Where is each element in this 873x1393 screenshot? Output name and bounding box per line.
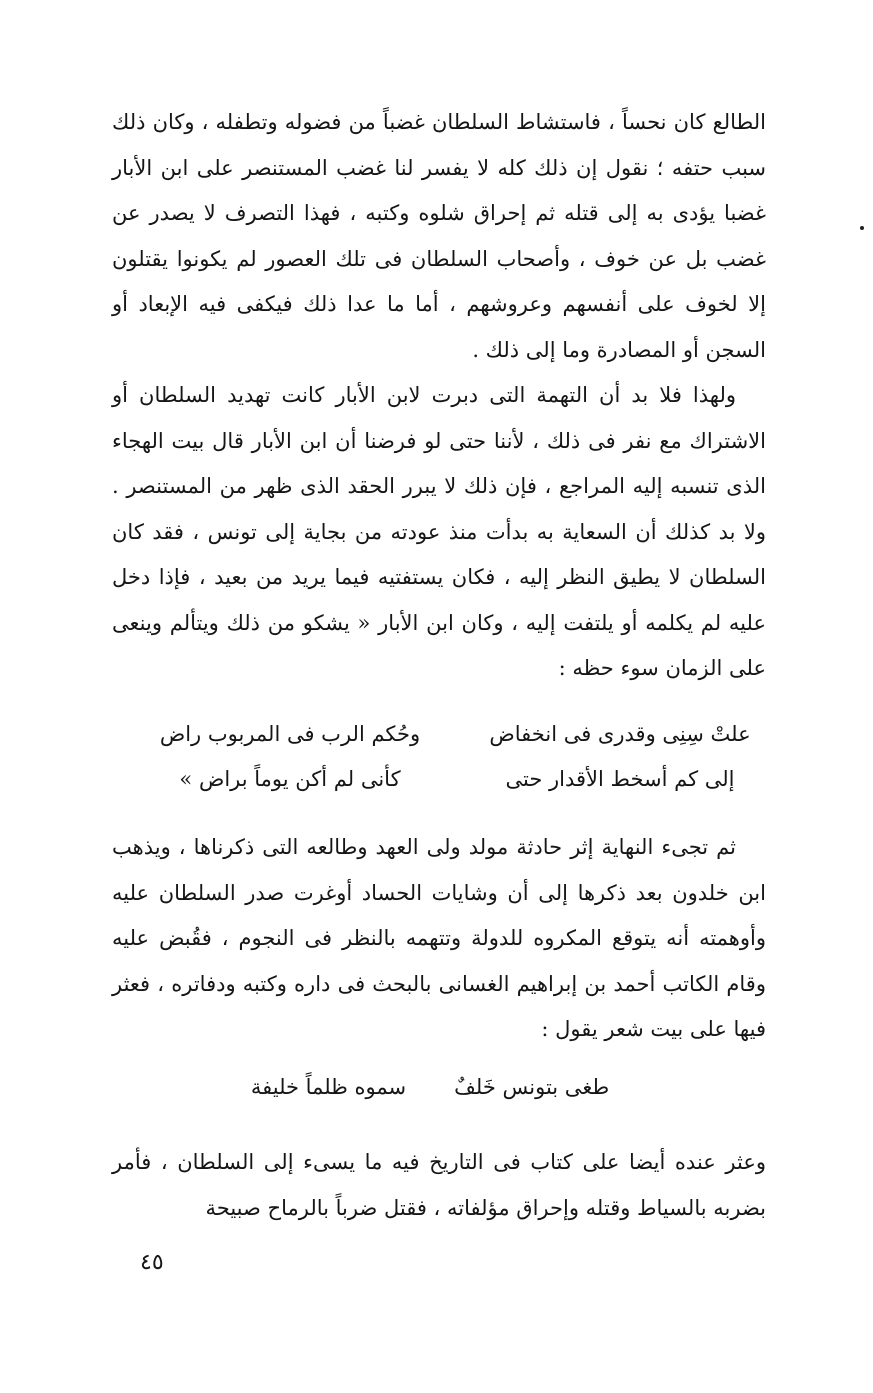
single-verse — [150, 1075, 710, 1099]
paragraph-3 — [112, 825, 766, 1053]
text-line: بيت الهجاء الذى تنسبه إليه المراجع ، فإن ذلك لا يبرر الحقد الذى ظهر — [112, 428, 766, 498]
text-line: تونس ، فقد كان السلطان لا يطيق النظر إليه ، فكان يستفتيه فيما يريد من — [112, 519, 767, 589]
text-line: لا يصدر عن غضب بل عن خوف ، وأصحاب السلطان فى تلك العصور — [112, 201, 766, 271]
first-hemistich: طغى بتونس خَلفٌ — [454, 1075, 610, 1099]
text-line: فيكفى فيه الإبعاد أو السجن أو المصادرة وما إلى ذلك . — [112, 292, 766, 362]
text-line: ثم تجىء النهاية إثر حادثة مولد ولى العهد وطالعه التى ذكرناها ، ويذهب — [112, 835, 736, 859]
main-text-bottom — [112, 1140, 766, 1231]
verse-line-1 — [140, 722, 770, 767]
margin-dot — [860, 226, 864, 230]
text-line: أو الاشتراك مع نفر فى ذلك ، لأننا حتى لو فرضنا أن ابن الأبار قال — [112, 383, 766, 453]
first-hemistich: علتْ سِنِى وقدرى فى انخفاض — [489, 722, 751, 746]
text-line: عليه وأوهمته أنه يتوقع المكروه للدولة وتتهمه بالنظر فى النجوم ، فقُبض — [112, 880, 766, 950]
text-line: الأبار غضبا يؤدى به إلى قتله ثم إحراق شلوه وكتبه ، فهذا التصرف — [112, 155, 766, 225]
text-line: وعثر عنده أيضا على كتاب فى التاريخ فيه ما يسىء إلى السلطان ، فأمر — [112, 1150, 766, 1174]
text-line: لم يكونوا يقتلون إلا لخوف على أنفسهم وعروشهم ، أما ما عدا ذلك — [112, 246, 766, 316]
text-line: من المستنصر . ولا بد كذلك أن السعاية به بدأت منذ عودته من بجاية إلى — [112, 474, 766, 544]
second-hemistich: كأنى لم أكن يوماً براض » — [179, 767, 401, 791]
text-line: سبب حتفه ؛ نقول إن ذلك كله لا يفسر لنا غضب المستنصر على ابن — [160, 155, 766, 180]
page-number: ٤٥ — [140, 1250, 164, 1275]
verse-line-2 — [140, 767, 770, 812]
text-line: من ذلك ويتألم وينعى على الزمان سوء حظه : — [112, 610, 766, 680]
main-text-middle — [112, 825, 766, 1053]
text-line: ولهذا فلا بد أن التهمة التى دبرت لابن الأبار كانت تهديد السلطان — [139, 383, 736, 407]
text-line: فعثر فيها على بيت شعر يقول : — [112, 971, 766, 1041]
first-hemistich: إلى كم أسخط الأقدار حتى — [505, 767, 735, 791]
text-line: بعيد ، فإذا دخل عليه لم يكلمه أو يلتفت إليه ، وكان ابن الأبار « يشكو — [112, 565, 767, 635]
paragraph-4 — [112, 1140, 766, 1231]
paragraph-1 — [112, 100, 766, 373]
second-hemistich: وحُكم الرب فى المربوب راض — [159, 722, 421, 746]
poem-verses — [140, 722, 770, 812]
main-text-top — [112, 100, 766, 692]
second-hemistich: سموه ظلماً خليفة — [250, 1075, 407, 1099]
text-line: بضربه بالسياط وقتله وإحراق مؤلفاته ، فقتل ضرباً بالرماح صبيحة — [205, 1195, 766, 1220]
text-line: عليه وقام الكاتب أحمد بن إبراهيم الغسانى بالبحث فى داره وكتبه ودفاتره ، — [112, 926, 766, 996]
paragraph-2 — [112, 373, 766, 692]
text-line: ابن خلدون بعد ذكرها إلى أن وشايات الحساد أوغرت صدر السلطان — [158, 880, 766, 905]
text-line: الطالع كان نحساً ، فاستشاط السلطان غضباً من فضوله وتطفله ، وكان ذلك — [112, 110, 766, 134]
